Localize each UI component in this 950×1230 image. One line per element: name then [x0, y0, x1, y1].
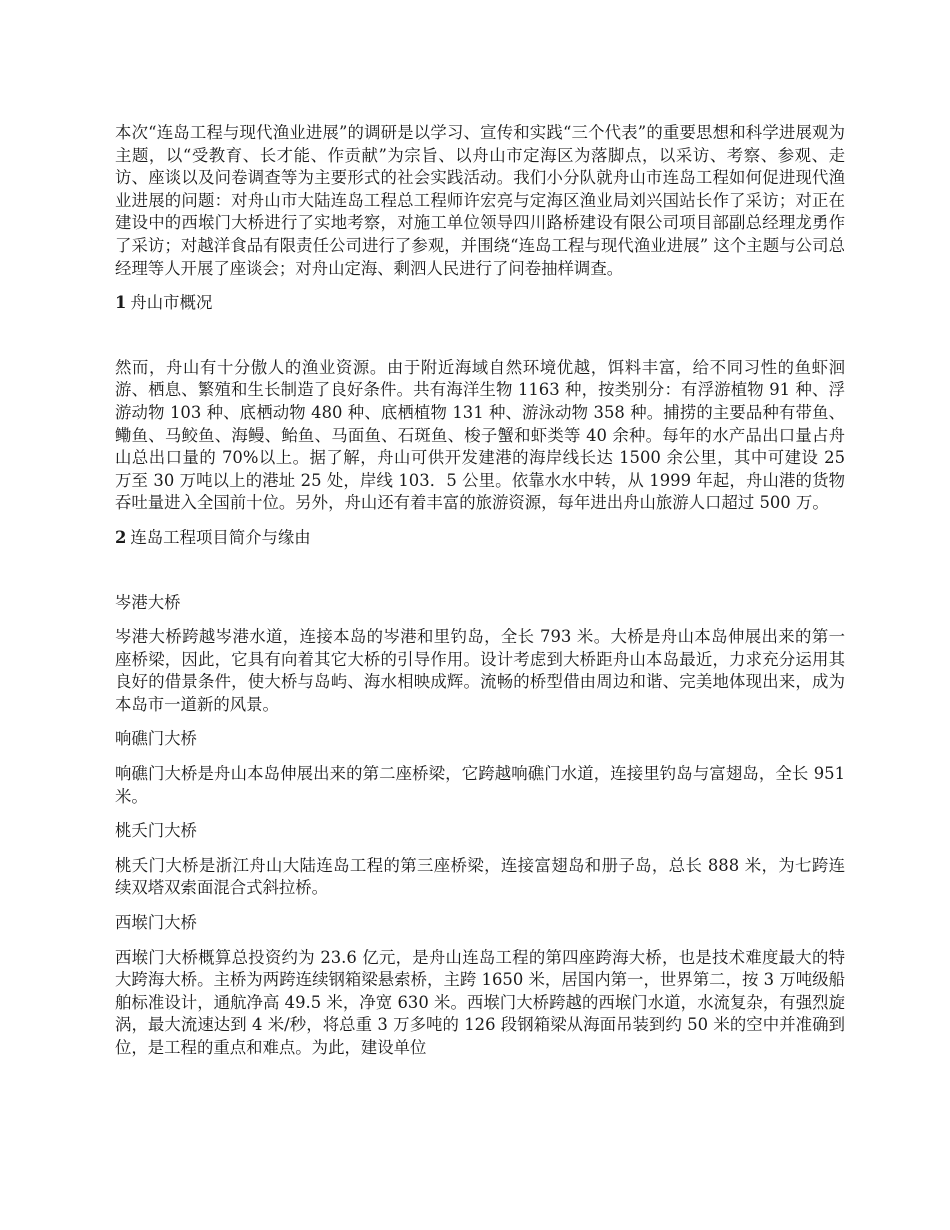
- bridge-2-name: 响礁门大桥: [115, 729, 197, 749]
- section-2-heading: [115, 527, 845, 550]
- section-1-title: 舟山市概况: [130, 293, 213, 313]
- bridge-4-desc: 西堠门大桥概算总投资约为 23.6 亿元，是舟山连岛工程的第四座跨海大桥，也是技术难度最大的特大跨海大桥。主桥为两跨连续钢箱梁悬索桥，主跨 1650 米，居国内第一，世界第二，按 3 万吨级船舶标准设计，通航净高 49.5 米，净宽 630 米。西堠门大桥跨越的西堠门水道，水流复杂，有强烈旋涡，最大流速达到 4 米/秒，将总重 3 万多吨的 126 段钢箱梁从海面吊装到约 50 米的空中并准确到位，是工程的重点和难点。为此，建设单位: [115, 947, 845, 1057]
- section-1-body: 然而，舟山有十分傲人的渔业资源。由于附近海域自然环境优越，饵料丰富，给不同习性的鱼虾洄游、栖息、繁殖和生长制造了良好条件。共有海洋生物 1163 种，按类别分：有浮游植物 91 种、浮游动物 103 种、底栖动物 480 种、底栖植物 131 种、游泳动物 358 种。捕捞的主要品种有带鱼、鳓鱼、马鲛鱼、海鳗、鲐鱼、马面鱼、石斑鱼、梭子蟹和虾类等 40 余种。每年的水产品出口量占舟山总出口量的 70%以上。据了解，舟山可供开发建港的海岸线长达 1500 余公里，其中可建设 25 万至 30 万吨以上的港址 25 处，岸线 103．5 公里。依靠水水中转，从 1999 年起，舟山港的货物吞吐量进入全国前十位。另外，舟山还有着丰富的旅游资源，每年进出舟山旅游人口超过 500 万。: [115, 357, 845, 513]
- bridge-4-name: 西堠门大桥: [115, 913, 197, 933]
- section-1-number: 1: [115, 293, 127, 313]
- intro-paragraph: 本次“连岛工程与现代渔业进展”的调研是以学习、宣传和实践“三个代表”的重要思想和科学进展观为主题，以“受教育、长才能、作贡献”为宗旨、以舟山市定海区为落脚点，以采访、考察、参观、走访、座谈以及问卷调查等为主要形式的社会实践活动。我们小分队就舟山市连岛工程如何促进现代渔业进展的问题：对舟山市大陆连岛工程总工程师许宏亮与定海区渔业局刘兴国站长作了采访；对正在建设中的西堠门大桥进行了实地考察，对施工单位领导四川路桥建设有限公司项目部副总经理龙勇作了采访；对越洋食品有限责任公司进行了参观，并围绕“连岛工程与现代渔业进展” 这个主题与公司总经理等人开展了座谈会；对舟山定海、剩泗人民进行了问卷抽样调查。: [115, 123, 845, 278]
- section-1-heading: [115, 292, 845, 315]
- bridge-1-name: 岑港大桥: [115, 592, 181, 612]
- bridge-3-name: 桃夭门大桥: [115, 821, 197, 841]
- section-2-title: 连岛工程项目简介与缘由: [130, 527, 311, 547]
- document-page: [115, 122, 845, 1060]
- bridge-1-desc: 岑港大桥跨越岑港水道，连接本岛的岑港和里钓岛，全长 793 米。大桥是舟山本岛伸展出来的第一座桥梁，因此，它具有向着其它大桥的引导作用。设计考虑到大桥距舟山本岛最近，力求充分运用其良好的借景条件，使大桥与岛屿、海水相映成辉。流畅的桥型借由周边和谐、完美地体现出来，成为本岛市一道新的风景。: [115, 627, 845, 714]
- section-2-number: 2: [115, 527, 127, 547]
- bridge-2-desc: 响礁门大桥是舟山本岛伸展出来的第二座桥梁，它跨越响礁门水道，连接里钓岛与富翅岛，全长 951 米。: [115, 764, 845, 806]
- bridge-3-desc: 桃夭门大桥是浙江舟山大陆连岛工程的第三座桥梁，连接富翅岛和册子岛，总长 888 米，为七跨连续双塔双索面混合式斜拉桥。: [115, 855, 845, 898]
